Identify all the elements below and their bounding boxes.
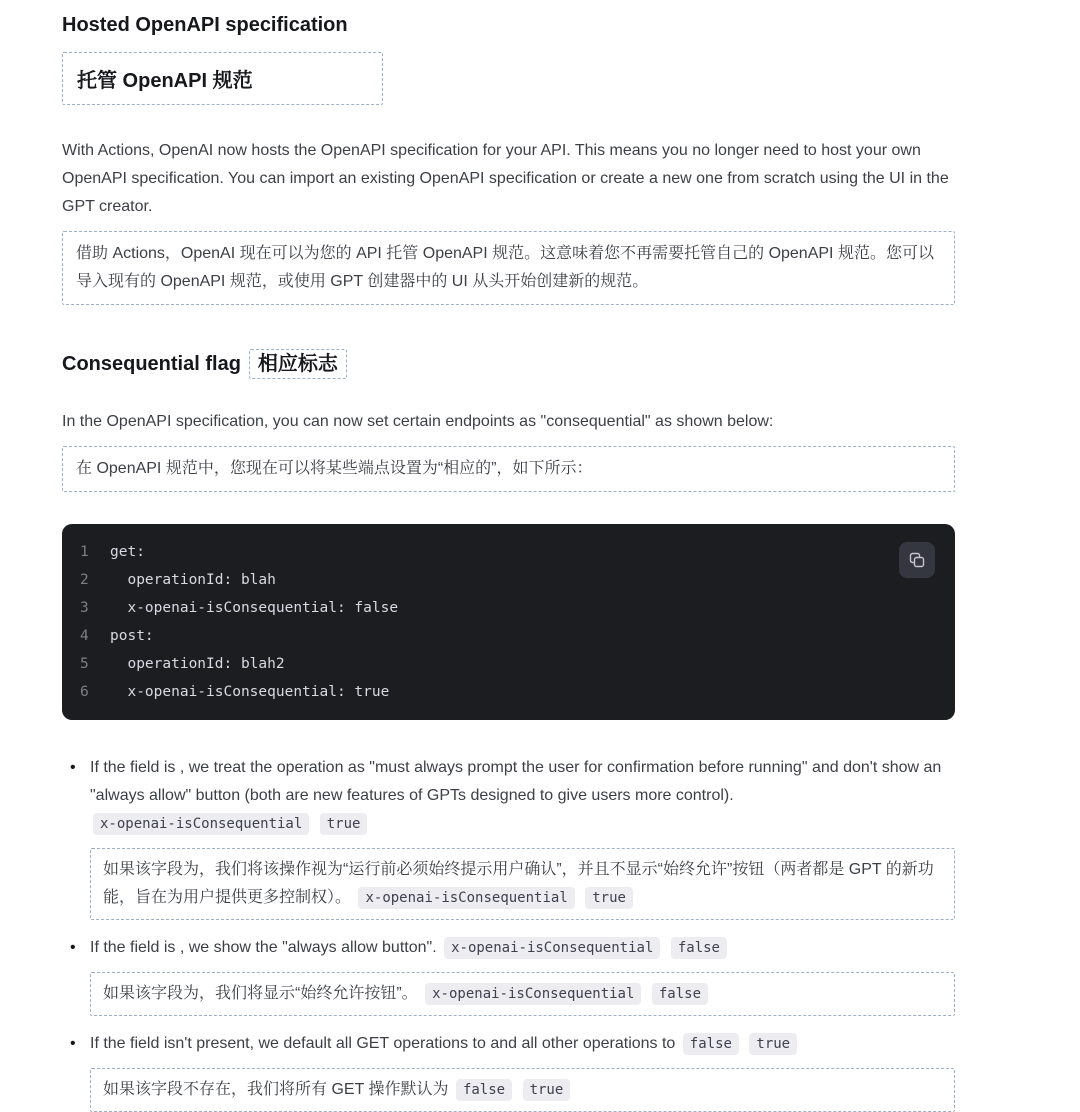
inline-code-badge: false [456,1079,512,1101]
code-text: post: [110,628,154,644]
bullet-text-zh: 如果该字段为，我们将显示“始终允许按钮”。 [103,985,418,1002]
bullet-text [90,1030,955,1058]
bullet-text [90,754,955,838]
code-line [80,678,937,706]
code-text: operationId: blah [110,572,276,588]
inline-code-badge: true [523,1079,571,1101]
bullet-text-en: If the field is , we show the "always allow button". [90,939,437,956]
bullet-marker: • [70,759,76,776]
inline-code-badge: true [585,887,633,909]
heading-consequential-label: Consequential flag [62,353,241,375]
translation-box-bullet [90,1068,955,1112]
code-line [80,538,937,566]
bullet-text-zh: 如果该字段不存在，我们将所有 GET 操作默认为 [103,1081,449,1098]
paragraph-consequential: In the OpenAPI specification, you can now set certain endpoints as "consequential" as shown below: [62,413,774,430]
copy-icon [909,552,925,568]
code-line [80,594,937,622]
translation-box-hosted-paragraph: 借助 Actions，OpenAI 现在可以为您的 API 托管 OpenAPI 规范。这意味着您不再需要托管自己的 OpenAPI 规范。您可以导入现有的 OpenAPI 规范，或使用 GPT 创建器中的 UI 从头开始创建新的规范。 [62,231,955,305]
inline-code-badge: x-openai-isConsequential [93,813,309,835]
inline-code-badge: x-openai-isConsequential [358,887,574,909]
bullet-text-en: If the field isn't present, we default all GET operations to and all other operations to [90,1035,676,1052]
translation-inline-consequential: 相应标志 [249,349,347,379]
bullet-text-zh: 如果该字段为，我们将该操作视为“运行前必须始终提示用户确认”，并且不显示“始终允许”按钮（两者都是 GPT 的新功能，旨在为用户提供更多控制权）。 [103,861,934,906]
line-number: 4 [80,628,89,644]
line-number: 3 [80,600,89,616]
code-block [62,524,955,720]
list-item [62,754,955,920]
spacer [62,305,955,349]
bullet-text [90,934,955,962]
list-item [62,934,955,1016]
heading-hosted-openapi: Hosted OpenAPI specification [62,14,348,36]
translation-box-bullet [90,972,955,1016]
bullet-list [62,754,955,1112]
code-text: x-openai-isConsequential: true [110,684,390,700]
code-text: operationId: blah2 [110,656,285,672]
bullet-marker: • [70,939,76,956]
code-text: get: [110,544,145,560]
line-number: 5 [80,656,89,672]
inline-code-badge: x-openai-isConsequential [425,983,641,1005]
copy-code-button[interactable] [899,542,935,578]
paragraph-hosted: With Actions, OpenAI now hosts the OpenAPI specification for your API. This means you no longer need to host your own OpenAPI specification. You can import an existing OpenAPI specification or create a new one from scratch using the UI in the GPT creator. [62,142,949,215]
heading-consequential [62,349,955,379]
translation-box-hosted-title: 托管 OpenAPI 规范 [62,52,383,105]
bullet-text-en: If the field is , we treat the operation as "must always prompt the user for confirmation before running" and don't show an "always allow" button (both are new features of GPTs designed to give users more control). [90,759,942,804]
line-number: 6 [80,684,89,700]
inline-code-badge: false [683,1033,739,1055]
list-item [62,1030,955,1112]
line-number: 1 [80,544,89,560]
translation-box-bullet [90,848,955,920]
inline-code-badge: true [749,1033,797,1055]
code-line [80,650,937,678]
line-number: 2 [80,572,89,588]
inline-code-badge: false [671,937,727,959]
code-line [80,622,937,650]
code-line [80,566,937,594]
inline-code-badge: x-openai-isConsequential [444,937,660,959]
translation-box-consequential-paragraph: 在 OpenAPI 规范中，您现在可以将某些端点设置为“相应的”，如下所示： [62,446,955,492]
inline-code-badge: false [652,983,708,1005]
code-text: x-openai-isConsequential: false [110,600,399,616]
inline-code-badge: true [320,813,368,835]
bullet-marker: • [70,1035,76,1052]
